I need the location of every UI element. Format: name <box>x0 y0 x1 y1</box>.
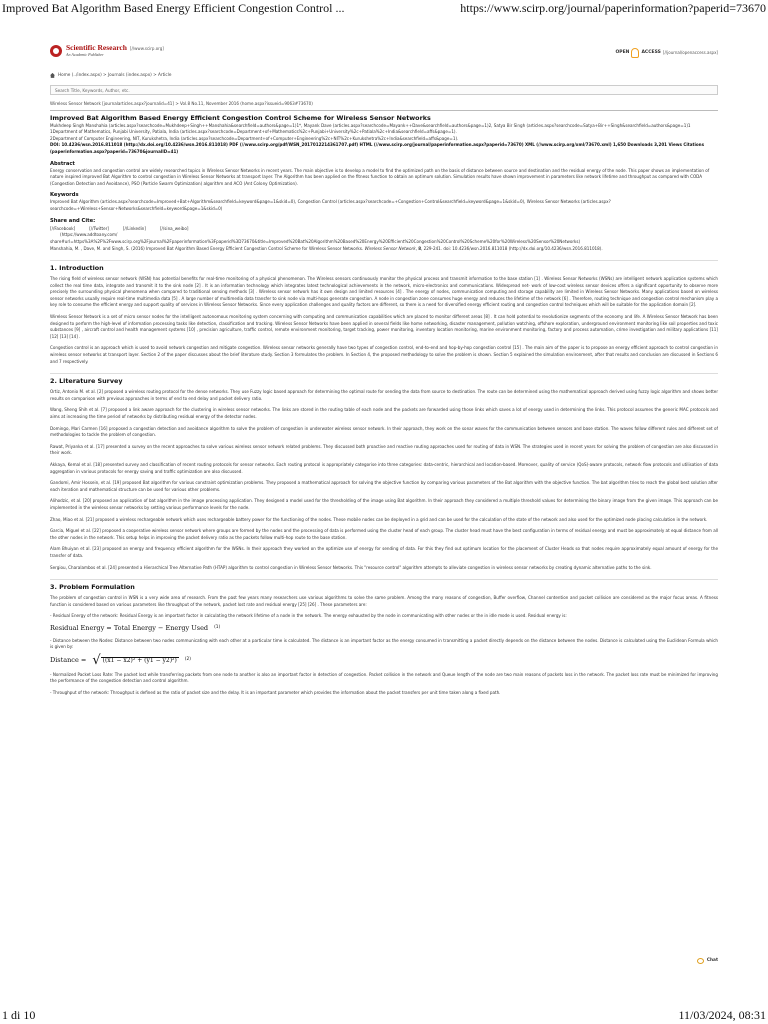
open-access-badge[interactable] <box>615 48 718 58</box>
article-title: Improved Bat Algorithm Based Energy Efficient Congestion Control Scheme for Wireless Sensor Networks <box>50 113 431 122</box>
introduction-heading: 1. Introduction <box>50 260 718 272</box>
affiliation-1[interactable]: 1Department of Mathematics, Punjabi University, Patiala, India (articles.aspx?searchcode=Department+of+Mathematics%2c+Punjabi+University%2c+Patiala%2c+India&searchfield=affs&page=1). <box>50 129 457 135</box>
oa-access-label: ACCESS <box>641 49 661 55</box>
print-page-number: 1 di 10 <box>2 1008 36 1022</box>
chat-label: Chat <box>706 958 718 963</box>
literature-paragraph: Rawat, Priyanka et al. [17] presented a survey on the recent approaches to solve various wireless sensor network related problems. They discussed both proactive and reactive routing approaches used for routing of data in WSN. The strategies used in recent years for solving the problem of congestion are also discussed in their work. <box>50 443 718 456</box>
share-url[interactable]: share#url=https%3A%2F%2Fwww.scirp.org%2Fjournal%2Fpaperinformation%3Fpaperid%3D73670&title=Improved%20Bat%20Algorithm%20Based%20Energy%20Efficient%20Congestion%20Control%20Scheme%20for%20Wireless%20Sensor%20Networks) <box>50 238 581 244</box>
affiliation-2[interactable]: 2Department of Computer Engineering, NIT, Kurukshetra, India (articles.aspx?searchcode=Department+of+Computer+Engineering%2c+NIT%2c+Kurukshetra%2c+India&searchfield=affs&page=1). <box>50 135 459 141</box>
scirp-logo[interactable] <box>50 44 164 57</box>
scirp-logo-icon <box>50 45 62 57</box>
article-meta <box>50 123 718 156</box>
problem-bullet: - Normalized Packet Loss Rate: The packet lost while transferring packets from one node to another is also an important factor in detection of congestion. Packet collision in the network and Queue length of the node are two main reasons of packets loss in the network. The packet loss rate must be minimized for improving the performance of the congestion detection and control algorithm. <box>50 671 718 684</box>
breadcrumb <box>50 72 718 79</box>
share-linkedin[interactable]: [//Linkedin] <box>122 225 146 231</box>
literature-paragraph: Ortiz, Antonio M. et al. [2] proposed a wireless routing protocol for the dense networks. They use Fuzzy logic based approach for determining the optimal route for sending the data from source to destination. The route can be determined using the mathematical approach derived using fuzzy logic algorithm and shows better results on comparison with previous approaches in terms of end to end delay and packet delivery ratio. <box>50 389 718 401</box>
print-datetime: 11/03/2024, 08:31 <box>678 1008 766 1022</box>
chat-icon <box>697 958 704 964</box>
logo-title: Scientific Research <box>66 43 127 52</box>
print-header <box>0 0 768 16</box>
share-heading: Share and Cite: <box>50 217 96 224</box>
article-page <box>50 36 718 963</box>
print-page-title: Improved Bat Algorithm Based Energy Efficient Congestion Control ... <box>2 1 345 15</box>
problem-bullet: - Throughput of the network: Throughput is defined as the ratio of packet size and the delay. It is an important parameter which provides the information about the packet transfers per unit time taken along a fixed path. <box>50 690 501 696</box>
breadcrumb-text[interactable]: Home (../index.aspx) > Journals (index.aspx) > Article <box>58 72 172 77</box>
citation-journal: Wireless Sensor Network <box>364 245 416 251</box>
literature-paragraph: Domingo, Mari Carmen [16] proposed a congestion detection and avoidance algorithm to solve the problem of congestion in underwater wireless sensor network. In their approach, they work on the sonar waves for the communication between sensors and base station. The waves follow different rules and different set of methodologies to tackle the problem of congestion. <box>50 425 718 438</box>
logo-subtitle: An Academic Publisher <box>66 52 104 57</box>
open-access-lock-icon <box>631 48 639 58</box>
literature-survey-heading: 2. Literature Survey <box>50 373 718 385</box>
chat-button[interactable] <box>697 958 718 965</box>
problem-paragraph: The problem of congestion control in WSN is a very wide area of research. From the past few years many researchers use various algorithms to solve the same problem. Among the many reasons of congestion, Buffer overflow, Channel contention and packet collision are considered as the major focus areas. A fitness function is considered based on various parameters like throughput of the network, packet lost rate and residual energy [25] [26] . These parameters are: <box>50 595 718 607</box>
keywords-heading: Keywords <box>50 192 79 199</box>
print-footer <box>0 1006 768 1024</box>
equation-2-number: (2) <box>184 657 191 663</box>
equation-2-lhs: Distance = <box>50 656 87 665</box>
intro-paragraph: Wireless Sensor Network is a set of micro sensor nodes for the intelligent autonomous monitoring system concerning with computing and communication capabilities which are placed to monitor different areas [8] . It can hold potential to revolutionize segments of the economy and life. A Wireless Sensor Network has been designed to perform the high-level of information processing tasks like detection, classification and tracking. Wireless Sensor Networks have been applied in several fields like home networking, disaster management, pollution watching, offshore exploration, underground environment monitoring like soil properties and toxic substances [9] , aircraft control and health management systems [10] , precision agriculture, traffic control, remote environment monitoring, target tracking, power monitoring, inventory location monitoring, marine environment monitoring, factory and process automation, crime investigation and military applications [11] [12] [13] [14] . <box>50 314 718 339</box>
literature-paragraph: Zhao, Miao et al. [21] proposed a wireless rechargeable network which uses rechargeable battery power for the functioning of the nodes. These mobile nodes can be deployed in a grid and can be used for the calculation of the state of the network and also used for the optimized node placing calculation in the network. <box>50 516 708 522</box>
equation-2 <box>50 652 718 668</box>
literature-paragraph: Alam Bhuiyan et al. [23] proposed an energy and frequency efficient algorithm for the WSNs. In their approach they worked on the optimize use of energy for sending of data. For this they find out optimum location for the placement of Cluster Heads so that nodes require approximately equal amount of energy for the transfer of data. <box>50 546 718 558</box>
oa-link[interactable]: [//journal/openaccess.aspx] <box>662 49 718 55</box>
share-links <box>50 226 718 233</box>
literature-paragraph: Sergiou, Charalambos et al. [24] presented a Hierarchical Tree Alternative Path (HTAP) algorithm to control congestion in Wireless Sensor Networks. This "resource control" algorithm attempts to alleviate congestion in wireless sensor networks by creating dynamic alternative paths to the sink. <box>50 564 652 570</box>
equation-1 <box>50 625 718 632</box>
abstract-text: Energy conservation and congestion control are widely researched topics in Wireless Sensor Networks in recent years. The main objective is to develop a model to find the optimized path on the basis of distance between source and destination and the residual energy of the node. This paper shows an implementation of nature inspired improved Bat Algorithm to control congestion in Wireless Sensor Networks at transport layer. The Algorithm has been applied on the fitness function to obtain an optimum solution. Simulation results have shown improvement in parameters like network lifetime and throughput as compared with CODA (Congestion Detection and Avoidance), PSO (Particle Swarm Optimization) algorithm and ACO (Ant Colony Optimization). <box>50 167 710 186</box>
equation-1-text: Residual Energy = Total Energy − Energy Used <box>50 623 209 632</box>
citation-authors: Manshahia, M. , Dave, M. and Singh, S. (2016) Improved Bat Algorithm Based Energy Efficient Congestion Control Scheme for Wireless Sensor Networks. <box>50 245 364 251</box>
abstract-heading: Abstract <box>50 160 75 167</box>
problem-bullet: - Distance between the Nodes: Distance between two nodes communicating with each other at a particular time is calculated. The distance is an important factor as the energy consumed in transmitting a packet directly depends on the distance between the nodes. Distance is calculated using the Euclidean Formula which is given by: <box>50 637 718 650</box>
site-header <box>50 36 718 70</box>
search-input[interactable]: Search Title, Keywords, Author, etc. <box>50 85 718 95</box>
literature-paragraph: Gandomi, Amir Hossein, et al. [19] proposed Bat algorithm for various constraint optimization problems. They proposed a mathematical approach for solving the objective function by comparing various parameters of the Bat algorithm with the objective function. The bat algorithm tries to reach the global best solution after each iteration and mathematical structure can be used for various other problems. <box>50 480 718 492</box>
problem-bullet: - Residual Energy of the network: Residual Energy is an important factor in calculating the network lifetime of a node in the network. The energy exhausted by the node in communicating with other nodes or the in idle mode is used. Residual energy is: <box>50 613 567 619</box>
logo-link[interactable]: [//www.scirp.org] <box>129 46 164 51</box>
keywords-text[interactable]: Improved Bat Algorithm (articles.aspx?searchcode=Improved+Bat+Algorithm&searchfield=keyword&page=1&skid=0), Congestion Control (articles.aspx?searchcode=+Congestion+Control&searchfield=keyword&page=1&skid=0), Wireless Sensor Networks (articles.aspx?searchcode=+Wireless+Sensor+Networks&searchfield=keyword&page=1&skid=0) <box>50 199 611 211</box>
intro-paragraph: Congestion control is an approach which is used to avoid network congestion and mitigate congestion. Wireless sensor networks generally have two types of congestion control, end-to-end and hop-by-hop congestion control [15] . The main aim of the paper is to propose an energy efficient approach to control congestion in wireless sensor networks at transport layer. Section 2 of the paper discusses about the brief literature study. Section 3 formulates the problem. In Section 4, the proposed methodology to solve the problem is shown. Section 5 explained the simulation environment, after that results and conclusion are discussed in Sections 6 and 7 respectively. <box>50 345 718 364</box>
literature-paragraph: Wang, Sheng Shih et al. [7] proposed a link aware approach for the clustering in wireless sensor networks. The links are stored in the routing table of each node and the packets are forwarded using those links which saves a lot of energy used in determining the links. This protocol assumes the generic MAC protocols and aims at increasing the time period of networks by distributing residual energy of the detector nodes. <box>50 407 718 420</box>
problem-formulation-heading: 3. Problem Formulation <box>50 579 718 591</box>
journal-breadcrumb[interactable]: Wireless Sensor Network [journalarticles.aspx?journalid=41] > Vol.8 No.11, November 2016 (home.aspx?issueid=9063#73670) <box>50 101 718 111</box>
share-addtoany[interactable]: (https://www.addtoany.com/ <box>60 232 118 238</box>
citation-doi[interactable]: , 229-241. doi: 10.4236/wsn.2016.811018 (http://dx.doi.org/10.4236/wsn.2016.811018). <box>421 245 603 251</box>
share-facebook[interactable]: [//Facebook] <box>50 225 76 231</box>
doi-links[interactable]: DOI: 10.4236/wsn.2016.811018 (http://dx.doi.org/10.4236/wsn.2016.811018) PDF (//www.scirp.org/pdf/WSN_2017012214361707.pdf) HTML (//www.scirp.org/journal/paperinformation.aspx?paperid=73670) XML (//www.scirp.org/xml/73670.xml) 1,650 Downloads 3,201 Views Citations (paperinformation.aspx?paperid=73670&journalID=41) <box>50 142 705 154</box>
sqrt-symbol: √ ((x1 − x2)² + (y1 − y2)²) <box>92 652 177 668</box>
literature-paragraph: Akkaya, Kemal et al. [18] presented survey and classification of recent routing protocols for sensor networks. Each routing protocol is appropriately categorise into three categories: data-centric, hierarchical and location-based. Moreover, quality of service (QoS)-aware protocols, network flow protocols and utilisation of data aggregation in various protocols for energy saving and traffic optimization are also discussed. <box>50 461 718 474</box>
literature-paragraph: Garcia, Miguel et al. [22] proposed a cooperative wireless sensor network where groups are formed by the nodes and the processing of data is performed using the cluster head of each group. The cluster head must have the best configuration in terms of residual energy and must be approximately at equal distance from all the other nodes in the network. This setup helps in improving the packet delivery ratio as the packets follow multi-hop route to the base station. <box>50 528 718 540</box>
citation-volume: 8 <box>418 245 422 251</box>
literature-paragraph: Alihodzic, et al. [20] proposed an application of bat algorithm in the image processing application. They designed a model used for the thresholding of the image using Bat algorithm. In their approach they considered a multiple threshold values for determining the binary image from the given image. This approach can be implemented in the wireless sensor networks by setting various performance levels for the node. <box>50 498 718 510</box>
equation-2-radicand: ((x1 − x2)² + (y1 − y2)²) <box>102 656 177 664</box>
intro-paragraph: The rising field of wireless sensor network (WSN) has potential benefits for real-time monitoring of a physical phenomenon. The Wireless sensors continuously monitor the physical process and transmit information to the base station [1] . Wireless Sensor Networks (WSNs) are intelligent network application systems which collect the real time data, integrate and transmit it to the sink node [2] . It is an information technology which integrates latest technological achievements in the network, micro-electronics and communications. Widespread net- work of low-cost wireless sensor devices offers a significant opportunity to observe more precisely the surrounding physical phenomena when compared to traditional sensing methods [3] . Wireless sensor network has it own design and limited resources [4] . The energy of nodes, communication computing and storage capability are limited in Wireless Sensor Networks. Many applications based on wireless sensor networks usually require real-time multimedia data [5] . A large number of multimedia data transfer to sink node via multi-hops generate congestion. A node in congestion zone consumes huge energy and reduces the lifetime of the network [6] . Therefore, routing technique and congestion control mechanism play a key role to consume the efficient energy and support quality of services in Wireless Sensor Networks. Since every application challenges and quality factors are different, so there is a need for diversified energy efficient routing and congestion control techniques which will be suitable for the application domain [2]. <box>50 276 718 308</box>
authors[interactable]: Mukhdeep Singh Manshahia (articles.aspx?searchcode=Mukhdeep+Singh++Manshahia&searchfield=authors&page=1)1*, Mayank Dave (articles.aspx?searchcode=Mayank++Dave&searchfield=authors&page=1)2, Satya Bir Singh (articles.aspx?searchcode=Satya+Bir++Singh&searchfield=authors&page=1)1 <box>50 122 691 128</box>
equation-1-number: (1) <box>214 624 221 630</box>
print-page-url: https://www.scirp.org/journal/paperinformation?paperid=73670 <box>460 1 766 15</box>
home-icon[interactable] <box>50 73 55 78</box>
oa-open-label: OPEN <box>615 49 630 55</box>
citation: Manshahia, M. , Dave, M. and Singh, S. (2016) Improved Bat Algorithm Based Energy Efficient Congestion Control Scheme for Wireless Sensor Networks. Wireless Sensor Network, 8, 229-241. doi: 10.4236/wsn.2016.811018 (http://dx.doi.org/10.4236/wsn.2016.811018). <box>50 245 603 251</box>
share-twitter[interactable]: [//Twitter] <box>89 225 109 231</box>
share-weibo[interactable]: [//sina_weibo] <box>159 225 189 231</box>
